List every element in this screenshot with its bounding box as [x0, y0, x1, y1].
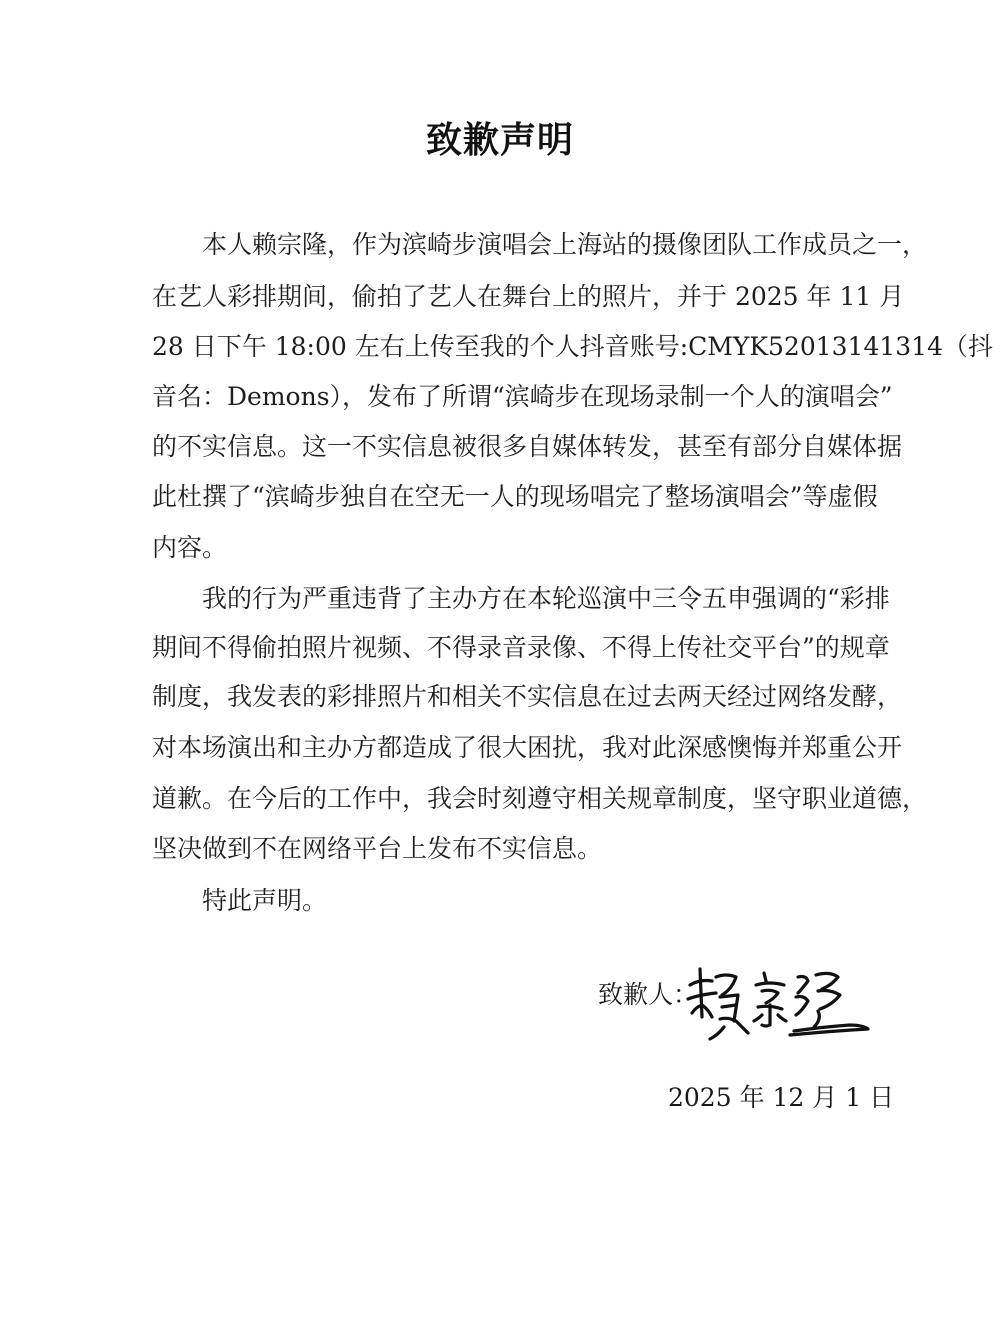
signer-label: 致歉人： — [598, 980, 699, 1009]
document-title: 致歉声明 — [425, 120, 574, 161]
paragraph-1-line-1: 本人赖宗隆，作为滨崎步演唱会上海站的摄像团队工作成员之一， — [202, 230, 928, 259]
paragraph-2-line-4: 对本场演出和主办方都造成了很大困扰，我对此深感懊悔并郑重公开 — [152, 733, 903, 762]
handwritten-signature — [682, 955, 872, 1045]
paragraph-1-line-4: 音名：Demons），发布了所谓“滨崎步在现场录制一个人的演唱会” — [152, 382, 893, 411]
paragraph-2-line-2: 期间不得偷拍照片视频、不得录音录像、不得上传社交平台”的规章 — [152, 633, 890, 662]
paragraph-2-line-1: 我的行为严重违背了主办方在本轮巡演中三令五申强调的“彩排 — [202, 584, 890, 613]
paragraph-1-line-5: 的不实信息。这一不实信息被很多自媒体转发，甚至有部分自媒体据 — [152, 432, 903, 461]
closing-line: 特此声明。 — [202, 886, 328, 915]
paragraph-1-line-2: 在艺人彩排期间，偷拍了艺人在舞台上的照片，并于 2025 年 11 月 — [152, 282, 905, 311]
paragraph-2-line-3: 制度，我发表的彩排照片和相关不实信息在过去两天经过网络发酵， — [152, 682, 903, 711]
paragraph-2-line-6: 坚决做到不在网络平台上发布不实信息。 — [152, 834, 603, 863]
paragraph-1-line-3: 28 日下午 18:00 左右上传至我的个人抖音账号:CMYK52013141314（抖 — [152, 332, 993, 361]
statement-date: 2025 年 12 月 1 日 — [668, 1083, 895, 1112]
paragraph-1-line-6: 此杜撰了“滨崎步独自在空无一人的现场唱完了整场演唱会”等虚假 — [152, 482, 878, 511]
paragraph-1-line-7: 内容。 — [152, 533, 228, 562]
paragraph-2-line-5: 道歉。在今后的工作中，我会时刻遵守相关规章制度，坚守职业道德， — [152, 784, 928, 813]
